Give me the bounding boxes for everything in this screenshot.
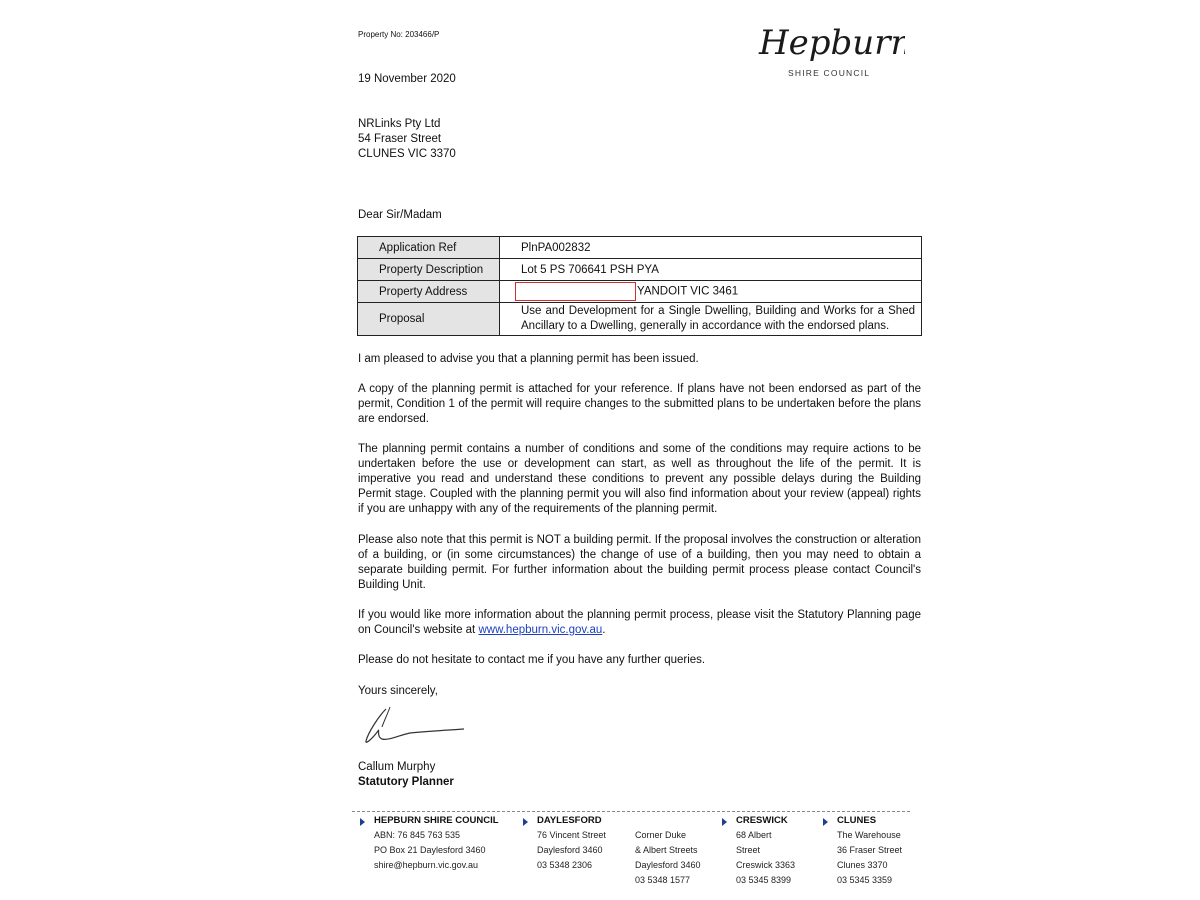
paragraph: The planning permit contains a number of conditions and some of the conditions may require actions to be undertaken before the use or development can start, as well as throughout the life of the permit. It is imperative you read and understand these conditions to prevent any possible delays during the Building Permit stage. Coupled with the planning permit you will also find information about your review (appeal) rights if you are unhappy with any of the requirements of the planning permit.	[358, 443, 921, 515]
footer-line: 76 Vincent Street	[537, 830, 606, 840]
row-label: Property Address	[358, 281, 500, 303]
salutation: Dear Sir/Madam	[358, 209, 442, 221]
footer-line: The Warehouse	[837, 830, 901, 840]
paragraph: A copy of the planning permit is attached for your reference. If plans have not been endorsed as part of the permit, Condition 1 of the permit will require changes to the submitted plans to be undertaken before the plans are endorsed.	[358, 383, 921, 425]
paragraph-text: If you would like more information about the planning permit process, please visit the Statutory Planning page on Council's website at	[358, 609, 921, 636]
footer-creswick	[736, 813, 795, 888]
footer-line: 03 5348 2306	[537, 860, 593, 870]
footer-line: Daylesford 3460	[635, 860, 701, 870]
footer-line: PO Box 21 Daylesford 3460	[374, 845, 486, 855]
table-row	[358, 303, 922, 336]
footer-daylesford	[537, 813, 606, 873]
redaction-box	[515, 282, 636, 301]
letter-date: 19 November 2020	[358, 73, 456, 85]
paragraph-text: .	[602, 624, 606, 636]
footer-line: 03 5345 8399	[736, 875, 792, 885]
row-label: Application Ref	[358, 237, 500, 259]
footer-line: Daylesford 3460	[537, 845, 603, 855]
footer-divider	[352, 811, 910, 812]
triangle-bullet-icon	[360, 818, 365, 826]
row-value: Use and Development for a Single Dwelling, Building and Works for a Shed Ancillary to a Dwelling, generally in accordance with the endorsed plans.	[500, 303, 922, 336]
council-logo	[755, 18, 905, 80]
footer-line: Clunes 3370	[837, 860, 888, 870]
recipient-line: 54 Fraser Street	[358, 133, 442, 145]
property-number: Property No: 203466/P	[358, 30, 440, 39]
footer-line: shire@hepburn.vic.gov.au	[374, 860, 479, 870]
recipient-line: NRLinks Pty Ltd	[358, 118, 441, 130]
signatory-name: Callum Murphy	[358, 761, 436, 773]
table-row	[358, 259, 922, 281]
row-value-cell	[500, 281, 922, 303]
triangle-bullet-icon	[523, 818, 528, 826]
footer-line: 36 Fraser Street	[837, 845, 903, 855]
footer-line: 03 5348 1577	[635, 875, 691, 885]
signatory-title: Statutory Planner	[358, 776, 454, 788]
footer-line: ABN: 76 845 763 535	[374, 830, 461, 840]
footer-hepburn	[374, 813, 499, 873]
footer-daylesford-2	[635, 828, 701, 888]
footer-line: Creswick 3363	[736, 860, 796, 870]
recipient-address	[358, 117, 456, 162]
footer-line: Corner Duke	[635, 830, 687, 840]
footer-heading: HEPBURN SHIRE COUNCIL	[374, 815, 499, 826]
footer-line: & Albert Streets	[635, 845, 698, 855]
footer-line: Street	[736, 845, 761, 855]
table-row	[358, 237, 922, 259]
hepburn-logo-script	[755, 18, 905, 68]
signature-image	[360, 703, 470, 751]
row-label: Proposal	[358, 303, 500, 336]
footer-heading: DAYLESFORD	[537, 815, 602, 826]
paragraph: Please do not hesitate to contact me if you have any further queries.	[358, 654, 706, 666]
footer-heading: CLUNES	[837, 815, 877, 826]
row-value: PlnPA002832	[500, 237, 922, 259]
logo-subtitle: SHIRE COUNCIL	[788, 68, 871, 78]
website-link[interactable]: www.hepburn.vic.gov.au	[478, 624, 603, 636]
logo-text: Hepburn	[759, 23, 905, 63]
row-value: YANDOIT VIC 3461	[637, 285, 739, 298]
footer-line: 03 5345 3359	[837, 875, 893, 885]
paragraph: I am pleased to advise you that a planning permit has been issued.	[358, 353, 699, 365]
row-label: Property Description	[358, 259, 500, 281]
footer-clunes	[837, 813, 902, 888]
table-row	[358, 281, 922, 303]
triangle-bullet-icon	[722, 818, 727, 826]
row-value: Lot 5 PS 706641 PSH PYA	[500, 259, 922, 281]
triangle-bullet-icon	[823, 818, 828, 826]
paragraph: Please also note that this permit is NOT a building permit. If the proposal involves the construction or alteration of a building, or (in some circumstances) the change of use of a building, then you may need to obtain a separate building permit. For further information about the building permit process please contact Council's Building Unit.	[358, 534, 921, 591]
footer-heading: CRESWICK	[736, 815, 788, 826]
paragraph	[358, 608, 921, 638]
application-info-table	[357, 236, 922, 336]
footer-line: 68 Albert	[736, 830, 772, 840]
closing: Yours sincerely,	[358, 685, 438, 697]
recipient-line: CLUNES VIC 3370	[358, 148, 456, 160]
